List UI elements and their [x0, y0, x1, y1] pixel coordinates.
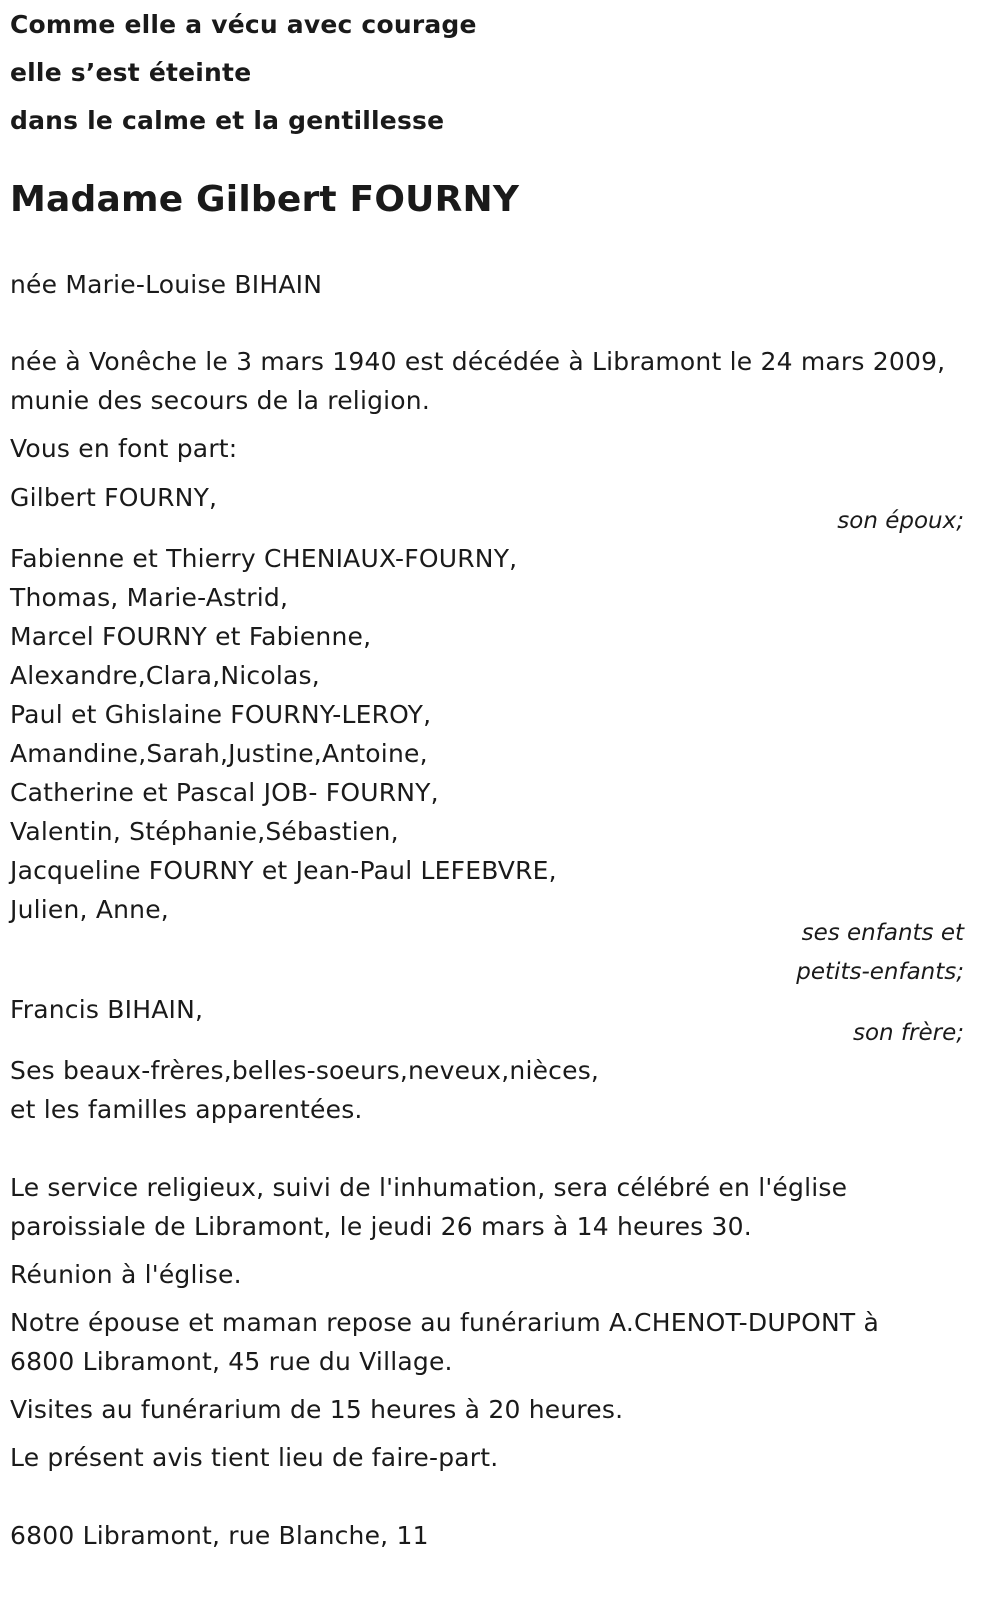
deceased-name: Madame Gilbert FOURNY: [10, 179, 520, 220]
children-role: ses enfants et: [801, 920, 964, 946]
spouse-role: son époux;: [837, 508, 964, 534]
family-line: Jacqueline FOURNY et Jean-Paul LEFEBVRE,: [10, 856, 557, 885]
epigraph-line: dans le calme et la gentillesse: [10, 106, 445, 135]
family-line: Alexandre,Clara,Nicolas,: [10, 661, 320, 690]
epigraph-line: Comme elle a vécu avec courage: [10, 10, 477, 39]
family-line: Paul et Ghislaine FOURNY-LEROY,: [10, 700, 432, 729]
family-line: Valentin, Stéphanie,Sébastien,: [10, 817, 399, 846]
children-role: petits-enfants;: [796, 959, 964, 985]
extended-family-line: Ses beaux-frères,belles-soeurs,neveux,nièces,: [10, 1056, 600, 1085]
spouse-name: Gilbert FOURNY,: [10, 483, 218, 512]
extended-family-line: et les familles apparentées.: [10, 1095, 363, 1124]
ceremony-line: Réunion à l'église.: [10, 1260, 242, 1289]
announcement-line: née à Vonêche le 3 mars 1940 est décédée à Libramont le 24 mars 2009,: [10, 347, 946, 376]
ceremony-line: Visites au funérarium de 15 heures à 20 heures.: [10, 1395, 624, 1424]
family-line: Amandine,Sarah,Justine,Antoine,: [10, 739, 428, 768]
family-address: 6800 Libramont, rue Blanche, 11: [10, 1521, 429, 1550]
family-line: Catherine et Pascal JOB- FOURNY,: [10, 778, 439, 807]
epigraph-line: elle s’est éteinte: [10, 58, 252, 87]
family-line: Julien, Anne,: [10, 895, 169, 924]
brother-name: Francis BIHAIN,: [10, 995, 204, 1024]
ceremony-line: 6800 Libramont, 45 rue du Village.: [10, 1347, 453, 1376]
ceremony-line: Le service religieux, suivi de l'inhumation, sera célébré en l'église: [10, 1173, 848, 1202]
ceremony-line: Le présent avis tient lieu de faire-part.: [10, 1443, 499, 1472]
brother-role: son frère;: [852, 1020, 964, 1046]
family-line: Marcel FOURNY et Fabienne,: [10, 622, 372, 651]
announcement-line: Vous en font part:: [10, 434, 238, 463]
family-line: Fabienne et Thierry CHENIAUX-FOURNY,: [10, 544, 518, 573]
family-line: Thomas, Marie-Astrid,: [10, 583, 289, 612]
ceremony-line: Notre épouse et maman repose au funérarium A.CHENOT-DUPONT à: [10, 1308, 880, 1337]
ceremony-line: paroissiale de Libramont, le jeudi 26 mars à 14 heures 30.: [10, 1212, 752, 1241]
maiden-name: née Marie-Louise BIHAIN: [10, 270, 323, 299]
announcement-line: munie des secours de la religion.: [10, 386, 430, 415]
